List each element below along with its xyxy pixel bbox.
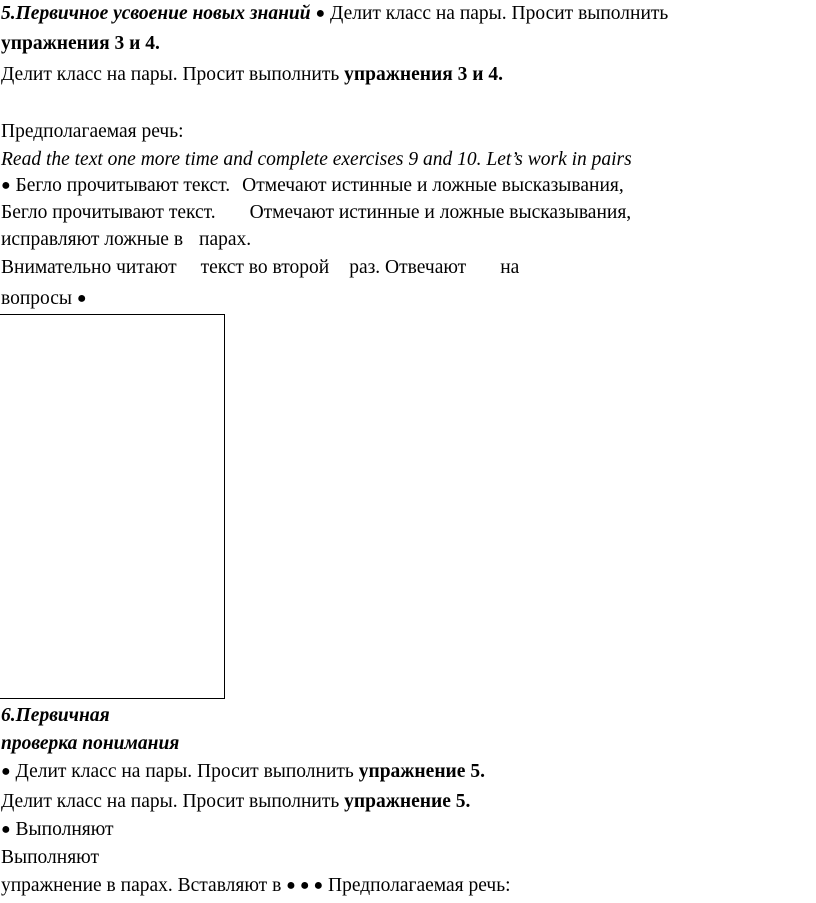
s5-line-9 [1,255,519,281]
s6-line4-text: Делит класс на пары. Просит выполнить [1,791,345,812]
empty-table-cell [0,314,225,699]
s6-line4-bold: упражнение 5. [344,791,471,812]
s5-line-10 [1,286,87,313]
s5-line9-d: на [500,257,520,278]
bullet-icon: ● [76,290,87,307]
s5-speech-english: Read the text one more time and complete exercises 9 and 10. Let’s work in pairs [1,149,632,170]
s5-line7-b: Отмечают истинные и ложные высказывания, [249,202,632,223]
s5-line9-b: текст во второй [200,257,330,278]
s6-line3-bold: упражнение 5. [358,761,485,782]
s6-line3-text: Делит класс на пары. Просит выполнить [10,761,359,782]
s5-line-8 [1,227,251,253]
s5-line6-a: Бегло прочитывают текст. [10,175,231,196]
s5-line9-a: Внимательно читают [1,257,177,278]
bullet-icons: ● ● ● [286,877,324,894]
s6-line5-text: Выполняют [10,819,114,840]
s5-line7-a: Бегло прочитывают текст. [1,202,216,223]
s5-speech-label: Предполагаемая речь: [1,121,184,142]
s5-line-2: упражнения 3 и 4. [1,33,160,54]
s5-line8-b: парах. [199,229,252,250]
s6-line-3 [1,759,485,786]
s5-line-7 [1,200,631,226]
s5-line8-a: исправляют ложные в [1,229,184,250]
s5-line9-c: раз. Отвечают [349,257,467,278]
s5-line-6 [1,173,624,200]
s5-line3-text: Делит класс на пары. Просит выполнить [1,64,345,85]
s5-line-3 [1,62,503,88]
bullet-icon: ● [1,821,11,838]
bullet-icon: ● [315,5,326,22]
s6-heading-2: проверка понимания [1,733,180,754]
s5-line6-b: Отмечают истинные и ложные высказывания, [242,175,624,196]
s5-line10-a: вопросы [1,288,77,309]
s6-heading-1: 6.Первичная [1,705,110,726]
s6-line7-tail: Предполагаемая речь: [323,875,511,896]
s6-line-6: Выполняют [1,847,100,868]
s6-line-5 [1,817,114,844]
s5-line-1 [1,1,668,28]
s6-line-4 [1,789,470,815]
bullet-icon: ● [1,763,11,780]
bullet-icon: ● [1,177,11,194]
s6-line-7 [1,873,511,900]
s5-heading: 5.Первичное усвоение новых знаний [1,3,311,24]
s6-line7-text: упражнение в парах. Вставляют в [1,875,287,896]
s5-line3-bold: упражнения 3 и 4. [344,64,504,85]
s5-line1-text: Делит класс на пары. Просит выполнить [325,3,669,24]
